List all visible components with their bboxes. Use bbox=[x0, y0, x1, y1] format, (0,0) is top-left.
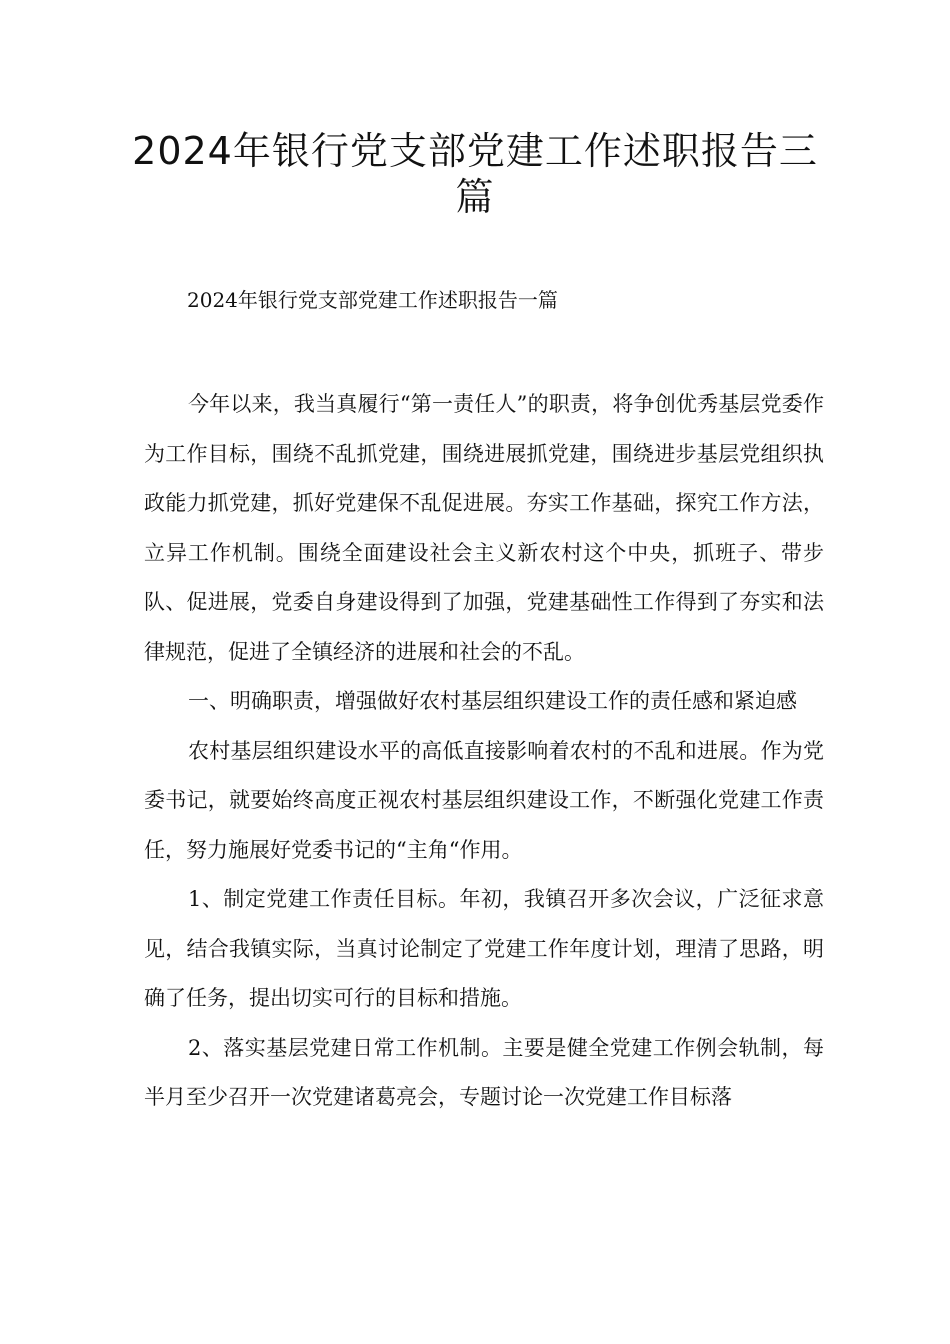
document-subtitle: 2024年银行党支部党建工作述职报告一篇 bbox=[187, 288, 558, 312]
paragraph-section-1: 农村基层组织建设水平的高低直接影响着农村的不乱和进展。作为党委书记，就要始终高度正视农村基层组织建设工作，不断强化党建工作责任，努力施展好党委书记的“主角“作用。 bbox=[144, 738, 824, 862]
paragraph-intro: 今年以来，我当真履行“第一责任人”的职责，将争创优秀基层党委作为工作目标，围绕不乱抓党建，围绕进展抓党建，围绕进步基层党组织执政能力抓党建，抓好党建保不乱促进展。夯实工作基础，探究工作方法，立异工作机制。围绕全面建设社会主义新农村这个中央，抓班子、带步队、促进展，党委自身建设得到了加强，党建基础性工作得到了夯实和法律规范，促进了全镇经济的进展和社会的不乱。 bbox=[144, 392, 824, 664]
document-body bbox=[144, 380, 824, 1123]
paragraph-item-1: 1、制定党建工作责任目标。年初，我镇召开多次会议，广泛征求意见，结合我镇实际，当真讨论制定了党建工作年度计划，理清了思路，明确了任务，提出切实可行的目标和措施。 bbox=[144, 887, 824, 1010]
document-title: 2024年银行党支部党建工作述职报告三篇 bbox=[132, 129, 818, 219]
section-heading-1: 一、明确职责，增强做好农村基层组织建设工作的责任感和紧迫感 bbox=[188, 689, 797, 713]
paragraph-item-2: 2、落实基层党建日常工作机制。主要是健全党建工作例会轨制，每半月至少召开一次党建诸葛亮会，专题讨论一次党建工作目标落 bbox=[144, 1035, 824, 1109]
